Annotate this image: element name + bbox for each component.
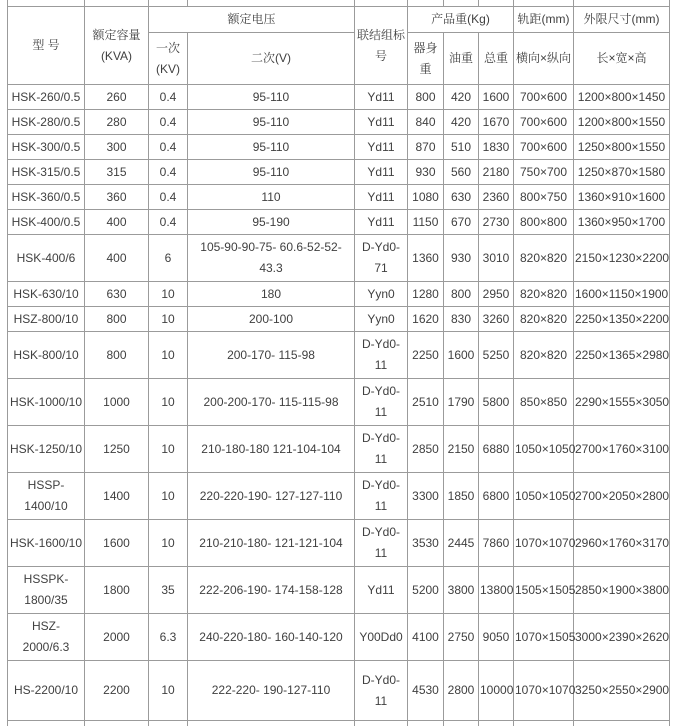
secondary-v-cell: 200-100	[188, 307, 355, 332]
oil-weight-cell: 420	[444, 110, 479, 135]
total-weight-cell: 5800	[479, 379, 514, 426]
oil-weight-cell: 1790	[444, 379, 479, 426]
model-cell: HSK-1600/10	[8, 520, 85, 567]
header-rail-gauge: 轨距(mm)	[514, 7, 574, 33]
empty-cell	[355, 721, 408, 726]
model-cell: HSK-1000/10	[8, 379, 85, 426]
empty-cell	[444, 721, 479, 726]
body-weight-cell: 1280	[408, 282, 444, 307]
gauge-cell: 1070×1070	[514, 661, 574, 721]
gauge-cell: 700×600	[514, 110, 574, 135]
oil-weight-cell: 800	[444, 282, 479, 307]
vector-group-cell: Yyn0	[355, 307, 408, 332]
primary-kv-cell: 10	[149, 661, 188, 721]
empty-cell	[85, 721, 149, 726]
body-weight-cell: 4100	[408, 614, 444, 661]
header-capacity-line1: 额定容量	[92, 27, 141, 42]
gauge-cell: 820×820	[514, 235, 574, 282]
primary-kv-cell: 10	[149, 379, 188, 426]
secondary-v-cell: 240-220-180- 160-140-120	[188, 614, 355, 661]
header-outer-dims-sub: 长×宽×高	[574, 33, 670, 85]
gauge-cell: 750×700	[514, 160, 574, 185]
dimensions-cell: 1200×800×1450	[574, 85, 670, 110]
header-oil-weight: 油重	[444, 33, 479, 85]
dimensions-cell: 2700×1760×3100	[574, 426, 670, 473]
capacity-cell: 2200	[85, 661, 149, 721]
capacity-cell: 315	[85, 160, 149, 185]
oil-weight-cell: 560	[444, 160, 479, 185]
total-weight-cell: 1830	[479, 135, 514, 160]
vector-group-cell: D-Yd0-71	[355, 235, 408, 282]
secondary-v-cell: 95-110	[188, 135, 355, 160]
secondary-v-cell: 210-180-180 121-104-104	[188, 426, 355, 473]
capacity-cell: 1800	[85, 567, 149, 614]
header-primary-kv	[149, 33, 188, 85]
table-row	[8, 379, 670, 426]
body-weight-cell: 930	[408, 160, 444, 185]
gauge-cell: 820×820	[514, 332, 574, 379]
gauge-cell: 700×600	[514, 85, 574, 110]
dimensions-cell: 3250×2550×2900	[574, 661, 670, 721]
oil-weight-cell: 510	[444, 135, 479, 160]
body-weight-cell: 1080	[408, 185, 444, 210]
dimensions-cell: 2250×1365×2980	[574, 332, 670, 379]
total-weight-cell: 9050	[479, 614, 514, 661]
primary-kv-cell: 10	[149, 473, 188, 520]
model-cell: HSK-630/10	[8, 282, 85, 307]
total-weight-cell: 2360	[479, 185, 514, 210]
oil-weight-cell: 1850	[444, 473, 479, 520]
body-weight-cell: 3530	[408, 520, 444, 567]
oil-weight-cell: 830	[444, 307, 479, 332]
vector-group-cell: Y00Dd0	[355, 614, 408, 661]
total-weight-cell: 10000	[479, 661, 514, 721]
total-weight-cell: 1670	[479, 110, 514, 135]
header-primary-line2: (KV)	[156, 61, 180, 76]
model-cell: HSK-315/0.5	[8, 160, 85, 185]
empty-cell	[514, 721, 574, 726]
dimensions-cell: 1250×800×1550	[574, 135, 670, 160]
model-cell: HSSP-1400/10	[8, 473, 85, 520]
secondary-v-cell: 200-200-170- 115-115-98	[188, 379, 355, 426]
table-row	[8, 235, 670, 282]
vector-group-cell: Yyn0	[355, 282, 408, 307]
capacity-cell: 1000	[85, 379, 149, 426]
secondary-v-cell: 222-206-190- 174-158-128	[188, 567, 355, 614]
table-row	[8, 332, 670, 379]
primary-kv-cell: 0.4	[149, 85, 188, 110]
secondary-v-cell: 222-220- 190-127-110	[188, 661, 355, 721]
body-weight-cell: 4530	[408, 661, 444, 721]
gauge-cell: 800×800	[514, 210, 574, 235]
vector-group-cell: D-Yd0-11	[355, 661, 408, 721]
gauge-cell: 1050×1050	[514, 426, 574, 473]
primary-kv-cell: 0.4	[149, 210, 188, 235]
empty-cell	[479, 721, 514, 726]
total-weight-cell: 1600	[479, 85, 514, 110]
table-row	[8, 614, 670, 661]
table-row	[8, 185, 670, 210]
body-weight-cell: 5200	[408, 567, 444, 614]
vector-group-cell: Yd11	[355, 85, 408, 110]
total-weight-cell: 2950	[479, 282, 514, 307]
gauge-cell: 1070×1505	[514, 614, 574, 661]
vector-group-cell: D-Yd0-11	[355, 332, 408, 379]
dimensions-cell: 1360×950×1700	[574, 210, 670, 235]
secondary-v-cell: 220-220-190- 127-127-110	[188, 473, 355, 520]
empty-cell	[408, 721, 444, 726]
capacity-cell: 300	[85, 135, 149, 160]
body-weight-cell: 800	[408, 85, 444, 110]
header-outer-dims: 外限尺寸(mm)	[574, 7, 670, 33]
secondary-v-cell: 110	[188, 185, 355, 210]
body-weight-cell: 2250	[408, 332, 444, 379]
body-weight-cell: 2510	[408, 379, 444, 426]
gauge-cell: 700×600	[514, 135, 574, 160]
total-weight-cell: 5250	[479, 332, 514, 379]
primary-kv-cell: 0.4	[149, 135, 188, 160]
table-row	[8, 473, 670, 520]
dimensions-cell: 1200×800×1550	[574, 110, 670, 135]
capacity-cell: 2000	[85, 614, 149, 661]
header-total-weight: 总重	[479, 33, 514, 85]
gauge-cell: 1505×1505	[514, 567, 574, 614]
model-cell: HSK-360/0.5	[8, 185, 85, 210]
primary-kv-cell: 6.3	[149, 614, 188, 661]
model-cell: HSK-300/0.5	[8, 135, 85, 160]
vector-group-cell: Yd11	[355, 135, 408, 160]
primary-kv-cell: 0.4	[149, 160, 188, 185]
capacity-cell: 280	[85, 110, 149, 135]
oil-weight-cell: 2150	[444, 426, 479, 473]
dimensions-cell: 1250×870×1580	[574, 160, 670, 185]
header-body-weight: 器身重	[408, 33, 444, 85]
vector-group-cell: Yd11	[355, 185, 408, 210]
vector-group-cell: Yd11	[355, 567, 408, 614]
total-weight-cell: 2730	[479, 210, 514, 235]
empty-cell	[574, 721, 670, 726]
capacity-cell: 1600	[85, 520, 149, 567]
header-rated-voltage: 额定电压	[149, 7, 355, 33]
total-weight-cell: 3260	[479, 307, 514, 332]
dimensions-cell: 3000×2390×2620	[574, 614, 670, 661]
empty-cell	[8, 721, 85, 726]
total-weight-cell: 6880	[479, 426, 514, 473]
clipped-row-bottom	[8, 721, 670, 726]
primary-kv-cell: 10	[149, 426, 188, 473]
model-cell: HSSPK-1800/35	[8, 567, 85, 614]
primary-kv-cell: 10	[149, 520, 188, 567]
capacity-cell: 400	[85, 210, 149, 235]
model-cell: HSK-800/10	[8, 332, 85, 379]
header-model: 型 号	[8, 7, 85, 85]
total-weight-cell: 3010	[479, 235, 514, 282]
model-cell: HSK-400/6	[8, 235, 85, 282]
model-cell: HSZ-800/10	[8, 307, 85, 332]
secondary-v-cell: 95-110	[188, 160, 355, 185]
model-cell: HSK-260/0.5	[8, 85, 85, 110]
capacity-cell: 1400	[85, 473, 149, 520]
oil-weight-cell: 3800	[444, 567, 479, 614]
header-row-1	[8, 7, 670, 33]
gauge-cell: 850×850	[514, 379, 574, 426]
gauge-cell: 820×820	[514, 307, 574, 332]
primary-kv-cell: 10	[149, 307, 188, 332]
header-product-weight: 产品重(Kg)	[408, 7, 514, 33]
table-row	[8, 426, 670, 473]
dimensions-cell: 2700×2050×2800	[574, 473, 670, 520]
total-weight-cell: 7860	[479, 520, 514, 567]
primary-kv-cell: 35	[149, 567, 188, 614]
header-rail-gauge-sub: 横向×纵向	[514, 33, 574, 85]
primary-kv-cell: 10	[149, 332, 188, 379]
vector-group-cell: D-Yd0-11	[355, 520, 408, 567]
header-primary-line1: 一次	[155, 40, 180, 55]
capacity-cell: 800	[85, 307, 149, 332]
model-cell: HSK-1250/10	[8, 426, 85, 473]
dimensions-cell: 1360×910×1600	[574, 185, 670, 210]
body-weight-cell: 1150	[408, 210, 444, 235]
primary-kv-cell: 0.4	[149, 110, 188, 135]
table-row	[8, 307, 670, 332]
table-row	[8, 210, 670, 235]
capacity-cell: 630	[85, 282, 149, 307]
gauge-cell: 820×820	[514, 282, 574, 307]
oil-weight-cell: 630	[444, 185, 479, 210]
header-vector-group: 联结组标号	[355, 7, 408, 85]
vector-group-cell: Yd11	[355, 160, 408, 185]
header-capacity-line2: (KVA)	[100, 48, 133, 63]
capacity-cell: 1250	[85, 426, 149, 473]
table-row	[8, 135, 670, 160]
secondary-v-cell: 200-170- 115-98	[188, 332, 355, 379]
table-row	[8, 282, 670, 307]
oil-weight-cell: 930	[444, 235, 479, 282]
body-weight-cell: 1360	[408, 235, 444, 282]
capacity-cell: 400	[85, 235, 149, 282]
model-cell: HSK-280/0.5	[8, 110, 85, 135]
vector-group-cell: D-Yd0-11	[355, 379, 408, 426]
dimensions-cell: 2290×1555×3050	[574, 379, 670, 426]
oil-weight-cell: 420	[444, 85, 479, 110]
secondary-v-cell: 95-190	[188, 210, 355, 235]
body-weight-cell: 1620	[408, 307, 444, 332]
primary-kv-cell: 6	[149, 235, 188, 282]
oil-weight-cell: 670	[444, 210, 479, 235]
table-row	[8, 567, 670, 614]
secondary-v-cell: 105-90-90-75- 60.6-52-52-43.3	[188, 235, 355, 282]
dimensions-cell: 2150×1230×2200	[574, 235, 670, 282]
body-weight-cell: 840	[408, 110, 444, 135]
total-weight-cell: 6800	[479, 473, 514, 520]
vector-group-cell: Yd11	[355, 110, 408, 135]
total-weight-cell: 13800	[479, 567, 514, 614]
body-weight-cell: 2850	[408, 426, 444, 473]
model-cell: HS-2200/10	[8, 661, 85, 721]
vector-group-cell: D-Yd0-11	[355, 473, 408, 520]
dimensions-cell: 2850×1900×3800	[574, 567, 670, 614]
gauge-cell: 1070×1070	[514, 520, 574, 567]
header-secondary-v: 二次(V)	[188, 33, 355, 85]
dimensions-cell: 2250×1350×2200	[574, 307, 670, 332]
body-weight-cell: 870	[408, 135, 444, 160]
body-weight-cell: 3300	[408, 473, 444, 520]
empty-cell	[188, 721, 355, 726]
oil-weight-cell: 2800	[444, 661, 479, 721]
gauge-cell: 800×750	[514, 185, 574, 210]
gauge-cell: 1050×1050	[514, 473, 574, 520]
primary-kv-cell: 0.4	[149, 185, 188, 210]
oil-weight-cell: 2445	[444, 520, 479, 567]
table-row	[8, 160, 670, 185]
transformer-spec-table	[7, 0, 670, 726]
empty-cell	[149, 721, 188, 726]
header-capacity	[85, 7, 149, 85]
secondary-v-cell: 95-110	[188, 85, 355, 110]
secondary-v-cell: 180	[188, 282, 355, 307]
model-cell: HSK-400/0.5	[8, 210, 85, 235]
model-cell: HSZ-2000/6.3	[8, 614, 85, 661]
table-row	[8, 520, 670, 567]
vector-group-cell: Yd11	[355, 210, 408, 235]
secondary-v-cell: 210-210-180- 121-121-104	[188, 520, 355, 567]
dimensions-cell: 2960×1760×3170	[574, 520, 670, 567]
capacity-cell: 260	[85, 85, 149, 110]
capacity-cell: 800	[85, 332, 149, 379]
dimensions-cell: 1600×1150×1900	[574, 282, 670, 307]
table-row	[8, 85, 670, 110]
primary-kv-cell: 10	[149, 282, 188, 307]
oil-weight-cell: 1600	[444, 332, 479, 379]
vector-group-cell: D-Yd0-11	[355, 426, 408, 473]
table-row	[8, 661, 670, 721]
table-row	[8, 110, 670, 135]
capacity-cell: 360	[85, 185, 149, 210]
oil-weight-cell: 2750	[444, 614, 479, 661]
total-weight-cell: 2180	[479, 160, 514, 185]
secondary-v-cell: 95-110	[188, 110, 355, 135]
